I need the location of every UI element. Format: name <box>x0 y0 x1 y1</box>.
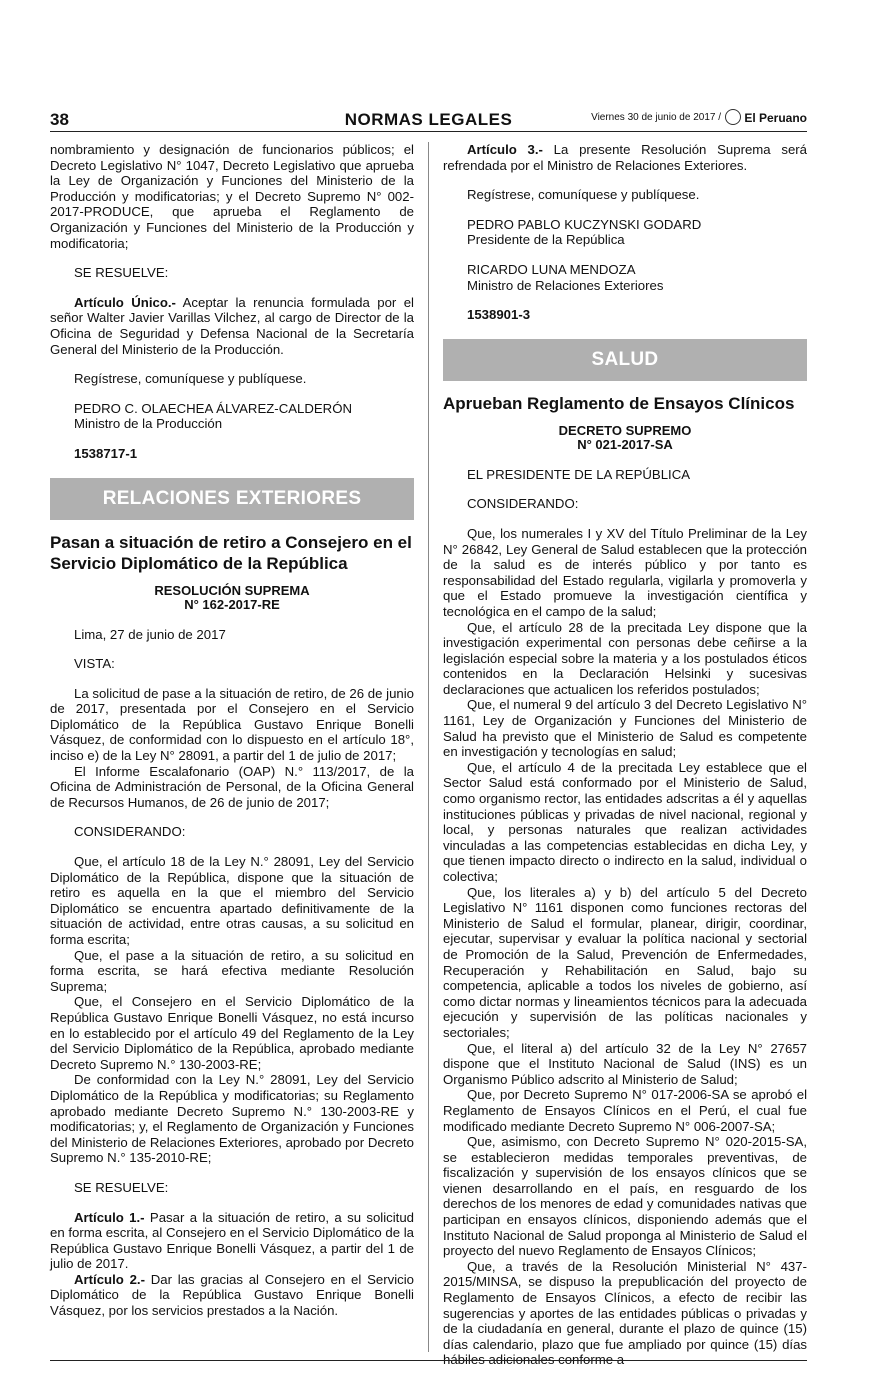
considerando-heading: CONSIDERANDO: <box>467 496 579 512</box>
article-title: Pasan a situación de retiro a Consejero en el Servicio Diplomático de la República <box>50 532 412 573</box>
document-type: DECRETO SUPREMO <box>558 422 692 438</box>
section-banner: RELACIONES EXTERIORES <box>50 478 414 520</box>
intro-paragraph: nombramiento y designación de funcionarios públicos; el Decreto Legislativo N° 1047, Decreto Legislativo que aprueba la Ley de Organización y Funciones del Ministerio de la Producción y modificatorias; y el Decreto Supremo N° 002-2017-PRODUCE, que aprueba el Reglamento de Organización y Funciones del Ministerio de la Producción y modificatoria; <box>50 142 414 251</box>
articulo-unico <box>50 295 414 357</box>
seal-icon <box>725 109 741 125</box>
articulo-3-text: La presente Resolución Suprema será refrendada por el Ministro de Relaciones Exteriores. <box>443 142 808 173</box>
document-id <box>443 424 807 453</box>
considerando-paragraph: Que, los literales a) y b) del artículo 5 del Decreto Legislativo N° 1161 disponen como funciones rectoras del Ministerio de Salud el formular, planear, dirigir, coordinar, ejecutar, supervisar y evaluar la política nacional y sectorial de Promoción de la Salud, Prevención de Enfermedades, Recuperación y Rehabilitación en Salud, bajo su competencia, aplicable a todos los niveles de gobierno, así como dictar normas y lineamientos técnicos para la adecuada ejecución y supervisión de las políticas nacionales y sectoriales; <box>443 884 807 1040</box>
document-type: RESOLUCIÓN SUPREMA <box>154 582 310 598</box>
considerando-paragraph: Que, el numeral 9 del artículo 3 del Decreto Legislativo N° 1161, Ley de Organización y Funciones del Ministerio de Salud ha previsto que el Ministerio de Salud es competente en investigación y tecnologías en salud; <box>443 697 807 760</box>
signature-block <box>443 217 807 248</box>
page-header <box>50 104 807 134</box>
signer-name: RICARDO LUNA MENDOZA <box>467 261 636 277</box>
publication-code: 1538901-3 <box>467 307 531 323</box>
signer-title: Ministro de la Producción <box>74 416 223 432</box>
registrese-line: Regístrese, comuníquese y publíquese. <box>74 371 307 387</box>
section-banner: SALUD <box>443 339 807 381</box>
se-resuelve-heading: SE RESUELVE: <box>74 265 169 281</box>
considerando-paragraph: Que, asimismo, con Decreto Supremo N° 020-2015-SA, se establecieron medidas temporales preventivas, de fiscalización y supervisión de los ensayos clínicos que se vienen desarrollando en el país, en resguardo de los derechos de los menores de edad y comunidades nativas que participan en ensayos clínicos, disponiendo además que el Instituto Nacional de Salud proponga al Ministerio de Salud el proyecto del nuevo Reglamento de Ensayos Clínicos; <box>443 1134 807 1259</box>
signer-name: PEDRO PABLO KUCZYNSKI GODARD <box>467 216 702 232</box>
signature-block <box>443 262 807 293</box>
articulo-1-label: Artículo 1.- <box>74 1209 145 1225</box>
signature-block <box>50 401 414 432</box>
articulo-unico-text: Aceptar la renuncia formulada por el señor Walter Javier Varillas Vilchez, al cargo de Director de la Oficina de Seguridad y Defensa Nacional de la Secretaría General del Ministerio de la Producción. <box>50 294 414 357</box>
left-column <box>50 142 414 1319</box>
vista-paragraph: La solicitud de pase a la situación de retiro, de 26 de junio de 2017, presentada por el Consejero en el Servicio Diplomático de la República Gustavo Enrique Bonelli Vásquez, de conformidad con lo dispuesto en el artículo 18°, inciso e) de la Ley N° 28091, a partir del 1 de julio de 2017; <box>50 685 414 764</box>
signer-name: PEDRO C. OLAECHEA ÁLVAREZ-CALDERÓN <box>74 400 352 416</box>
considerando-paragraph: Que, el artículo 4 de la precitada Ley establece que el Sector Salud está conformado por el Ministerio de Salud, como organismo rector, las entidades adscritas a él y aquellas instituciones públicas y privadas de nivel nacional, regional y local, y personas naturales que realizan actividades vinculadas a las competencias establecidas en dicha Ley, y que tienen impacto directo o indirecto en la salud, individual o colectiva; <box>443 759 807 884</box>
considerando-paragraph: Que, el Consejero en el Servicio Diplomático de la República Gustavo Enrique Bonelli Vásquez, no está incurso en lo establecido por el artículo 49 del Reglamento de la Ley del Servicio Diplomático de la República, aprobado mediante Decreto Supremo N.° 130-2003-RE; <box>50 994 414 1072</box>
publication-code: 1538717-1 <box>74 445 138 461</box>
articulo-unico-label: Artículo Único.- <box>74 294 176 310</box>
registrese-line: Regístrese, comuníquese y publíquese. <box>467 187 700 203</box>
considerando-paragraph: Que, los numerales I y XV del Título Preliminar de la Ley N° 26842, Ley General de Salud establecen que la protección de la salud es de interés público y por tanto es responsabilidad del Estado regularla, vigilarla y promoverla y que el Estado promueve la investigación científica y tecnológica en el campo de la salud; <box>443 525 807 619</box>
presidente-line: EL PRESIDENTE DE LA REPÚBLICA <box>467 466 691 482</box>
publication-logo <box>725 109 807 125</box>
articulo-1 <box>50 1210 414 1272</box>
vista-paragraph: El Informe Escalafonario (OAP) N.° 113/2017, de la Oficina de Administración de Personal, de la Oficina General de Recursos Humanos, de 26 de junio de 2017; <box>50 763 414 810</box>
document-number: N° 021-2017-SA <box>577 437 673 453</box>
articulo-3-label: Artículo 3.- <box>467 142 543 157</box>
article-title: Aprueban Reglamento de Ensayos Clínicos <box>443 393 795 413</box>
column-divider <box>428 142 429 1352</box>
considerando-paragraph: Que, el artículo 18 de la Ley N.° 28091, Ley del Servicio Diplomático de la República, dispone que la situación de retiro es aquella en la que el miembro del Servicio Diplomático se encuentra apartado definitivamente de la situación de actividad, entre otras causas, a su solicitud en forma escrita; <box>50 854 414 947</box>
articulo-2-label: Artículo 2.- <box>74 1271 145 1287</box>
se-resuelve-heading: SE RESUELVE: <box>74 1179 169 1195</box>
footer-rule <box>50 1360 807 1361</box>
considerando-paragraph: De conformidad con la Ley N.° 28091, Ley del Servicio Diplomático de la República y modificatorias; su Reglamento aprobado mediante Decreto Supremo N.° 130-2003-RE y modificatorias; y, el Reglamento de Organización y Funciones del Ministerio de Relaciones Exteriores, aprobado por Decreto Supremo N.° 135-2010-RE; <box>50 1072 414 1166</box>
considerando-paragraph: Que, por Decreto Supremo N° 017-2006-SA se aprobó el Reglamento de Ensayos Clínicos en el Perú, el cual fue modificado mediante Decreto Supremo N° 006-2007-SA; <box>443 1087 807 1134</box>
section-title: NORMAS LEGALES <box>344 110 513 129</box>
considerando-paragraph: Que, a través de la Resolución Ministerial N° 437-2015/MINSA, se dispuso la prepublicación del proyecto de Reglamento de Ensayos Clínicos, a efecto de recibir las sugerencias y aportes de las entidades públicas o privadas y de la ciudadanía en general, durante el plazo de quince (15) días calendario, plazo que fue ampliado por quince (15) días hábiles adicionales conforme a <box>443 1258 807 1368</box>
vista-heading: VISTA: <box>74 656 115 672</box>
header-rule <box>50 131 807 132</box>
right-column <box>443 142 807 1368</box>
document-id <box>50 584 414 613</box>
articulo-3 <box>443 142 807 173</box>
articulo-1-text: Pasar a la situación de retiro, a su solicitud en forma escrita, al Consejero en el Servicio Diplomático de la República Gustavo Enrique Bonelli Vásquez, a partir del 1 de julio de 2017. <box>50 1209 415 1272</box>
articulo-2 <box>50 1272 414 1319</box>
place-date: Lima, 27 de junio de 2017 <box>74 626 226 642</box>
considerando-paragraph: Que, el literal a) del artículo 32 de la Ley N° 27657 dispone que el Instituto Nacional de Salud (INS) es un Organismo Público adscrito al Ministerio de Salud; <box>443 1040 807 1087</box>
signer-title: Presidente de la República <box>467 232 625 248</box>
page-number: 38 <box>50 110 69 129</box>
considerando-paragraph: Que, el pase a la situación de retiro, a su solicitud en forma escrita, se hará efectiva mediante Resolución Suprema; <box>50 947 414 994</box>
considerando-paragraph: Que, el artículo 28 de la precitada Ley dispone que la investigación experimental con personas debe ceñirse a la legislación especial sobre la materia y a los postulados éticos contenidos en la Declaración Helsinki y sucesivas declaraciones que actualicen los referidos postulados; <box>443 619 807 697</box>
document-number: N° 162-2017-RE <box>184 597 280 612</box>
signer-title: Ministro de Relaciones Exteriores <box>467 277 664 293</box>
considerando-heading: CONSIDERANDO: <box>74 824 186 840</box>
publication-date: Viernes 30 de junio de 2017 / <box>591 112 721 123</box>
publication-name: El Peruano <box>744 111 807 125</box>
articulo-2-text: Dar las gracias al Consejero en el Servicio Diplomático de la República Gustavo Enrique Bonelli Vásquez, por los servicios prestados a la Nación. <box>50 1271 414 1319</box>
